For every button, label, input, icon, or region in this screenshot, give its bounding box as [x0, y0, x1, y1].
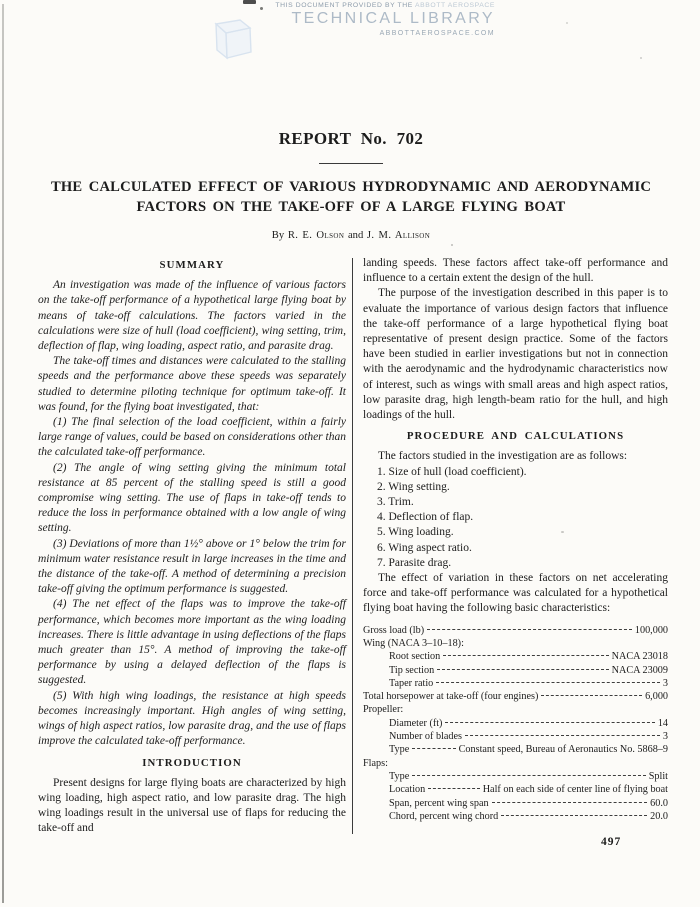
summary-heading: SUMMARY — [159, 259, 225, 271]
byline-conjunction: and — [347, 230, 364, 242]
two-column-body — [38, 256, 668, 837]
page-number: 497 — [601, 836, 622, 848]
dotted-leader — [428, 788, 479, 789]
main-title — [35, 177, 667, 217]
right-column — [363, 256, 668, 837]
dotted-leader — [436, 682, 660, 683]
author-2: J. M. Allison — [366, 230, 431, 242]
procedure-intro-paragraph: The factors studied in the investigation are as follows: — [378, 450, 628, 463]
dotted-leader — [465, 735, 660, 736]
dotted-leader — [412, 748, 455, 749]
characteristic-label: Diameter (ft) — [389, 717, 443, 729]
characteristic-value: NACA 23009 — [611, 664, 668, 676]
dotted-leader — [501, 815, 647, 816]
summary-paragraphs — [38, 278, 346, 749]
summary-paragraph: The take-off times and distances were calculated to the stalling speeds and the performance above these speeds was separately studied to determine piloting technique for optimum take-off. It was found, for the flying boat investigated, that: — [38, 355, 346, 413]
watermark — [205, 2, 495, 37]
purpose-paragraph: The purpose of the investigation described in this paper is to evaluate the importance of various design factors that influence the take-off performance of a large hypothetical flying boat representative of present design practice. Some of the factors have been studied in earlier investigations but not in connection with the aerodynamic and the hydrodynamic characteristics now of interest, such as wings with small areas and high aspect ratios, low parasite drag, high length-beam ratio for the hull, and high loadings of the hull. — [363, 287, 668, 422]
characteristic-value: Half on each side of center line of flying boat — [482, 784, 668, 796]
summary-paragraph: (2) The angle of wing setting giving the minimum total resistance at 85 percent of the stalling speed is still a good compromise wing setting. The use of flaps in take-off tends to reduce the loss in performance obtained with a low angle of wing setting. — [38, 461, 346, 535]
characteristic-row — [363, 717, 668, 730]
summary-paragraph: An investigation was made of the influence of various factors on the take-off performance of a hypothetical large flying boat by means of take-off calculations. The factors varied in the calculations were size of hull (load coefficient), wing setting, trim, deflection of flap, wing loading, aspect ratio, and parasite drag. — [38, 279, 346, 353]
ink-speck — [566, 22, 568, 24]
factor-item: 1. Size of hull (load coefficient). — [377, 465, 527, 478]
introduction-paragraph: Present designs for large flying boats are characterized by high wing loading, high aspect ratio, and low parasite drag. The high wing loadings result in the universal use of flaps for reducing the take-off and — [38, 776, 346, 835]
characteristic-label: Number of blades — [389, 731, 462, 743]
ink-speck — [640, 57, 642, 59]
abbott-cube-icon — [210, 10, 254, 60]
characteristic-row — [363, 743, 668, 756]
characteristic-row — [363, 650, 668, 663]
watermark-site-url: ABBOTTAEROSPACE.COM — [379, 30, 495, 37]
characteristic-value: 3 — [662, 677, 668, 689]
main-title-line2: FACTORS ON THE TAKE-OFF OF A LARGE FLYING BOAT — [136, 199, 566, 216]
characteristic-value: 3 — [662, 731, 668, 743]
characteristic-label: Tip section — [389, 664, 435, 676]
introduction-heading: INTRODUCTION — [142, 756, 242, 769]
introduction-paragraphs — [38, 776, 346, 837]
summary-paragraph: (5) With high wing loadings, the resistance at high speeds becomes increasingly important. High angles of wing setting, wings of high aspect ratios, low parasite drag, and the use of flaps improve the calculated take-off performance. — [38, 689, 346, 748]
characteristic-value: Split — [648, 770, 668, 782]
characteristic-value: 60.0 — [650, 797, 668, 809]
ink-speck — [451, 244, 453, 246]
continuation-paragraph: landing speeds. These factors affect take-off performance and influence to a certain extent the design of the hull. — [363, 257, 668, 285]
dotted-leader — [427, 629, 632, 630]
main-title-line1: THE CALCULATED EFFECT OF VARIOUS HYDRODYNAMIC AND AERODYNAMIC — [50, 179, 652, 195]
characteristic-label: Gross load (lb) — [363, 624, 425, 636]
characteristic-label: Wing (NACA 3–10–18): — [363, 637, 464, 649]
report-header — [35, 129, 667, 241]
characteristic-label: Location — [389, 784, 426, 796]
characteristic-value: NACA 23018 — [611, 651, 668, 663]
characteristic-row — [363, 703, 668, 716]
characteristic-value: Constant speed, Bureau of Aeronautics No. 5868–9 — [458, 744, 668, 756]
author-1: R. E. Olson — [287, 230, 345, 242]
characteristic-row — [363, 677, 668, 690]
summary-paragraph: (1) The final selection of the load coefficient, within a fairly large range of values, could be based on considerations other than the calculated take-off performance. — [38, 416, 346, 459]
scan-artifact-dot — [260, 7, 263, 10]
characteristic-row — [363, 810, 668, 823]
watermark-provided-prefix: THIS DOCUMENT PROVIDED BY THE — [275, 2, 413, 9]
characteristic-value: 100,000 — [634, 624, 668, 636]
characteristic-row — [363, 690, 668, 703]
left-column — [38, 256, 346, 837]
characteristic-label: Taper ratio — [389, 677, 434, 689]
factor-item: 2. Wing setting. — [377, 480, 450, 493]
report-number: REPORT No. 702 — [278, 129, 424, 148]
scan-artifact-mark — [243, 0, 256, 4]
summary-paragraph: (4) The net effect of the flaps was to improve the take-off performance, which becomes more important as the wing loading increases. There is little advantage in using deflections of the flaps much greater than 15°. A method of improving the take-off performance by using a delayed deflection of the flaps is suggested. — [38, 598, 346, 687]
summary-paragraph: (3) Deviations of more than 1½° above or 1° below the trim for minimum water resistance result in large increases in the time and the distance of the take-off. A method of determining a precision take-off giving the optimum performance is suggested. — [38, 537, 346, 596]
dotted-leader — [443, 655, 608, 656]
factor-item: 5. Wing loading. — [377, 526, 454, 539]
factor-item: 3. Trim. — [377, 496, 414, 509]
watermark-library-title: TECHNICAL LIBRARY — [291, 10, 495, 27]
characteristic-label: Propeller: — [363, 704, 404, 716]
byline — [35, 230, 667, 241]
characteristic-label: Chord, percent wing chord — [389, 810, 499, 822]
characteristic-value: 20.0 — [650, 810, 668, 822]
characteristic-label: Type — [389, 770, 410, 782]
characteristic-label: Root section — [389, 651, 441, 663]
characteristic-row — [363, 664, 668, 677]
effect-paragraph: The effect of variation in these factors on net accelerating force and take-off performance was calculated for a hypothetical flying boat having the following basic characteristics: — [363, 572, 668, 615]
title-rule — [319, 163, 383, 164]
factor-item: 4. Deflection of flap. — [377, 511, 474, 524]
characteristic-label: Flaps: — [363, 757, 388, 769]
byline-prefix: By — [271, 230, 285, 242]
characteristic-row — [363, 757, 668, 770]
characteristics-list — [363, 624, 668, 823]
watermark-brand: ABBOTT AEROSPACE — [415, 2, 495, 9]
procedure-heading: PROCEDURE AND CALCULATIONS — [406, 430, 625, 443]
characteristic-row — [363, 770, 668, 783]
dotted-leader — [437, 669, 608, 670]
dotted-leader — [541, 695, 642, 696]
dotted-leader — [492, 802, 648, 803]
dotted-leader — [412, 775, 646, 776]
factor-item: 7. Parasite drag. — [377, 556, 452, 569]
factor-item: 6. Wing aspect ratio. — [377, 541, 472, 554]
characteristic-label: Span, percent wing span — [389, 797, 489, 809]
characteristic-label: Type — [389, 744, 410, 756]
scan-edge-left — [2, 4, 4, 903]
characteristic-row — [363, 783, 668, 796]
characteristic-value: 14 — [657, 717, 668, 729]
characteristic-row — [363, 730, 668, 743]
characteristic-value: 6,000 — [645, 691, 668, 703]
characteristic-row — [363, 797, 668, 810]
factors-list — [363, 465, 668, 571]
characteristic-row — [363, 637, 668, 650]
characteristic-label: Total horsepower at take-off (four engines) — [363, 691, 539, 703]
dotted-leader — [445, 722, 654, 723]
characteristic-row — [363, 624, 668, 637]
